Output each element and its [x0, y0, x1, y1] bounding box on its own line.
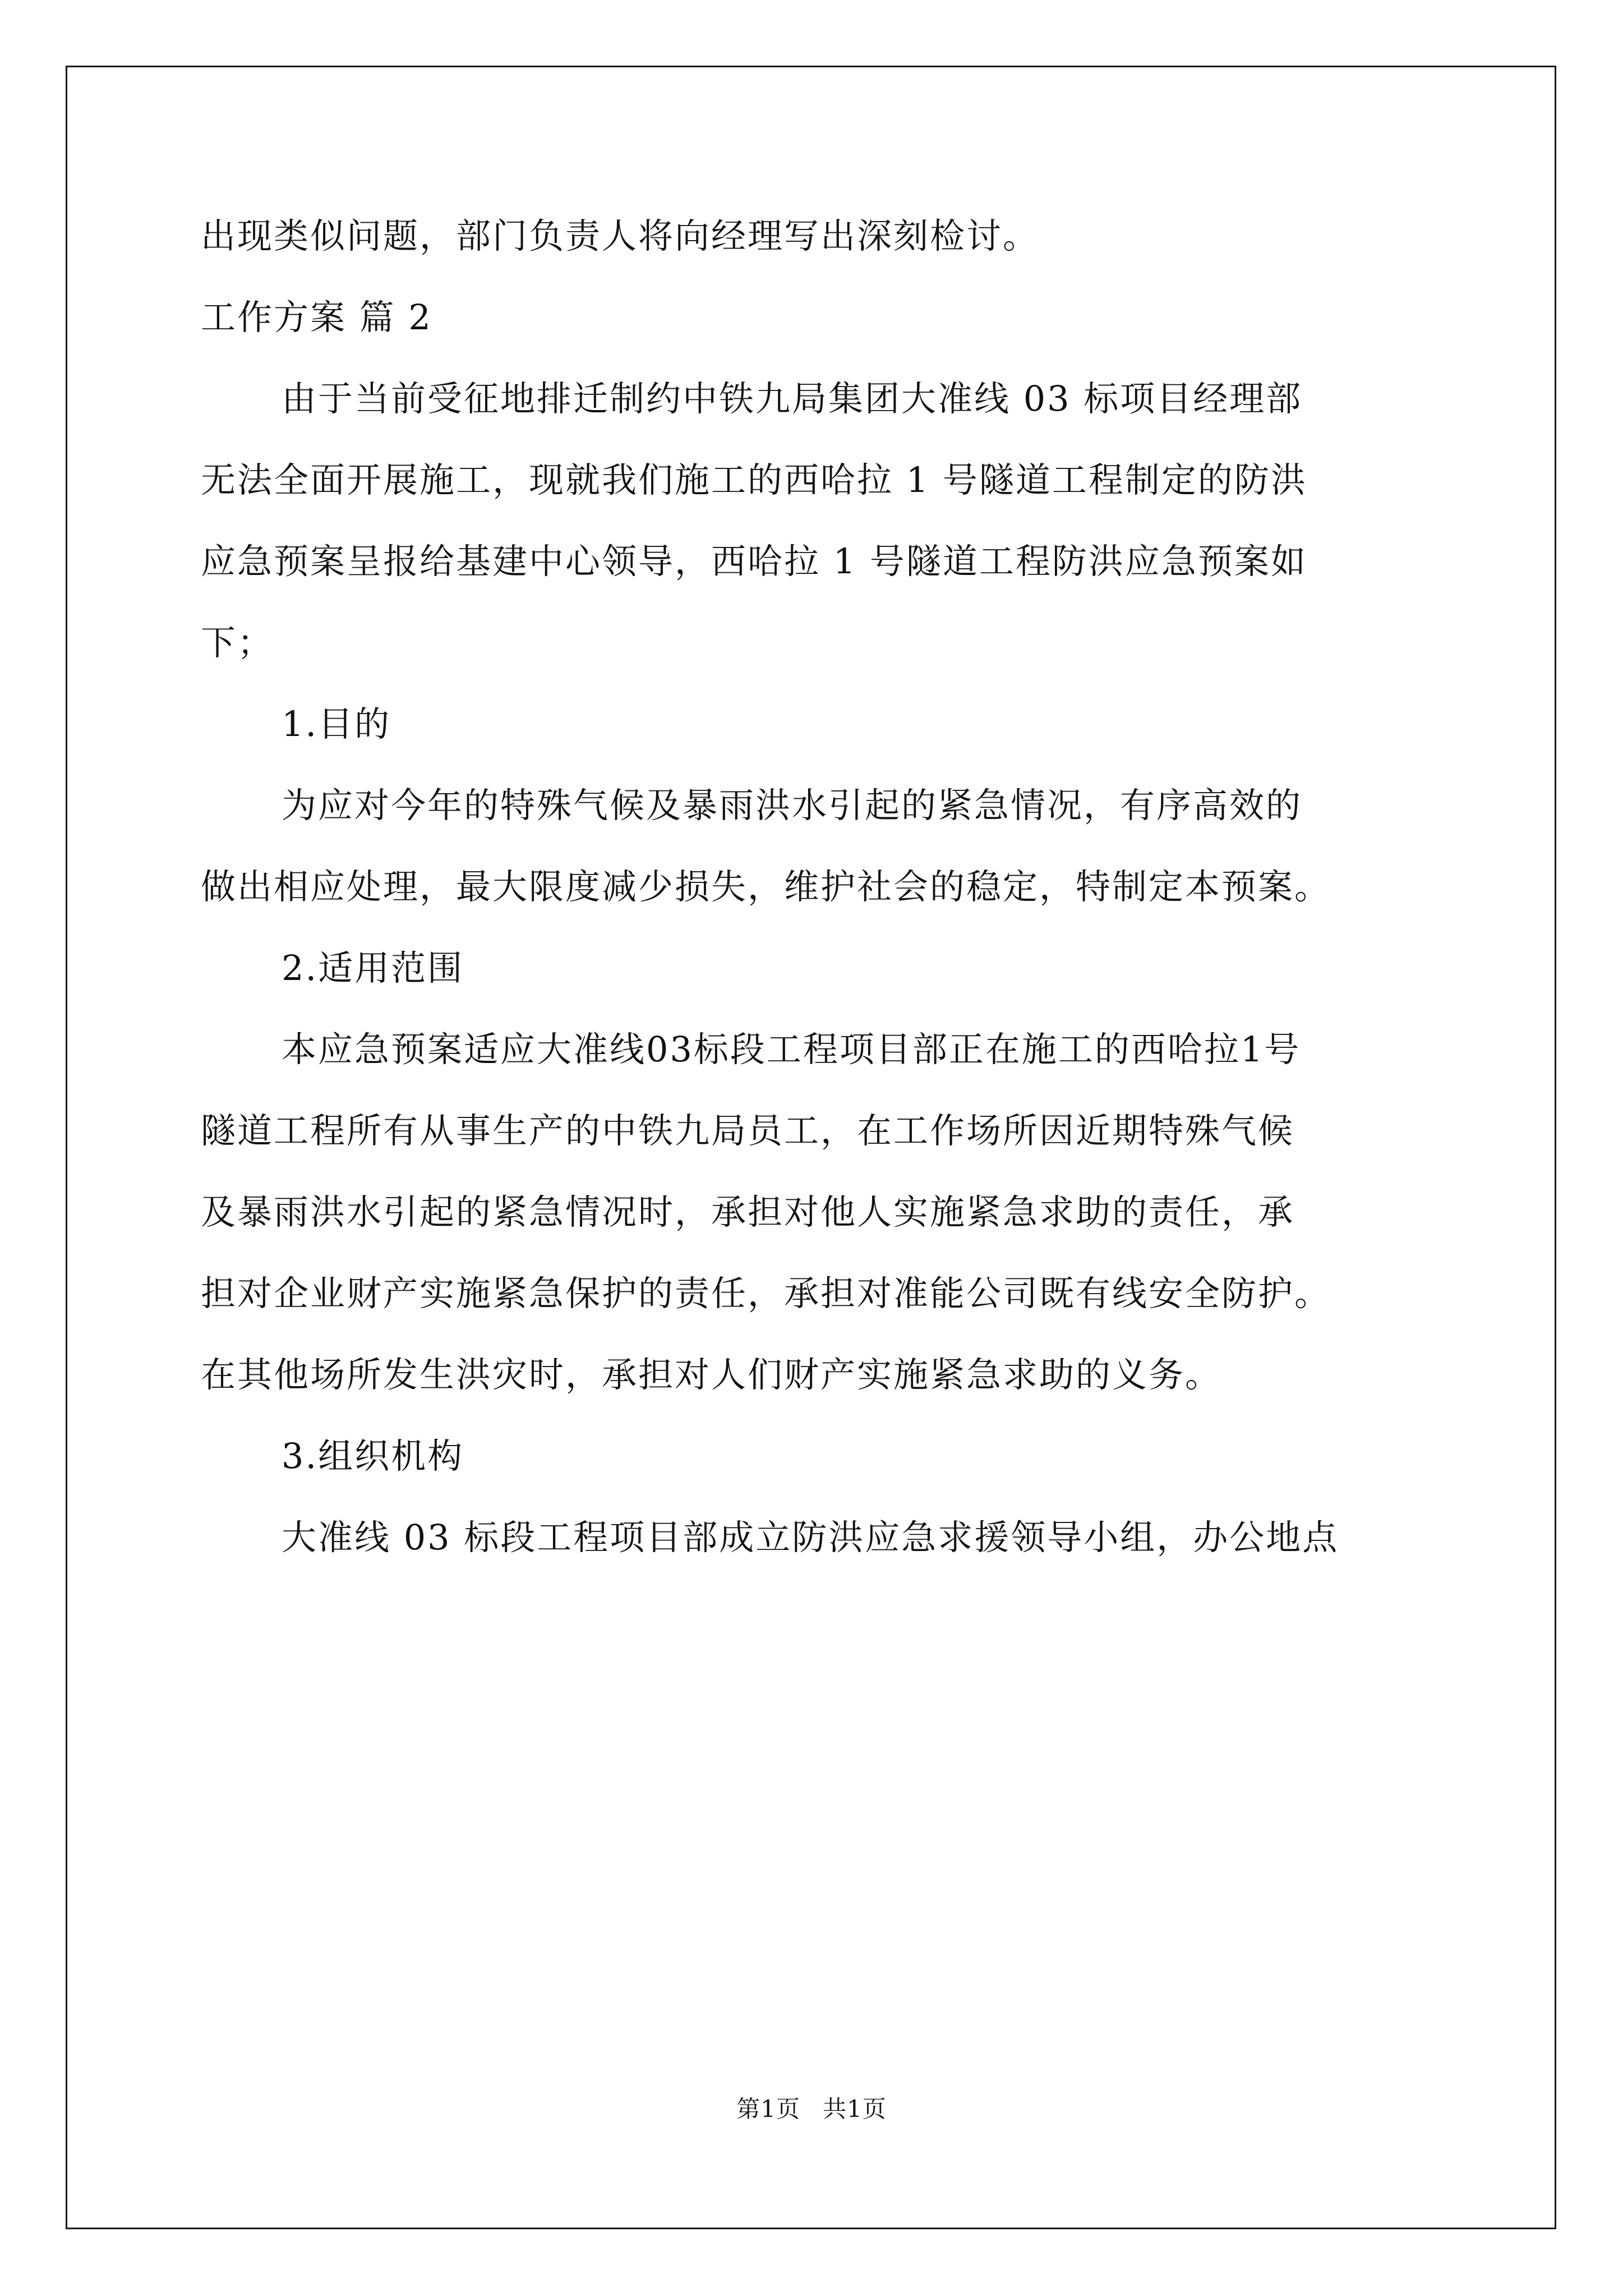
subheading-scope: 2.适用范围	[282, 947, 464, 988]
page-total: 共1页	[823, 2095, 887, 2123]
page-footer	[0, 2095, 1623, 2123]
section-heading: 工作方案 篇 2	[201, 297, 432, 338]
body-line-11: 本应急预案适应大准线03标段工程项目部正在施工的西哈拉1号	[282, 1029, 1301, 1070]
body-line-8: 为应对今年的特殊气候及暴雨洪水引起的紧急情况，有序高效的	[282, 785, 1303, 826]
body-line-1: 出现类似问题，部门负责人将向经理写出深刻检讨。	[201, 215, 1040, 256]
body-line-17: 大准线 03 标段工程项目部成立防洪应急求援领导小组，办公地点	[282, 1517, 1339, 1558]
body-line-6: 下；	[201, 622, 274, 663]
body-line-15: 在其他场所发生洪灾时，承担对人们财产实施紧急求助的义务。	[201, 1354, 1222, 1395]
subheading-purpose: 1.目的	[282, 703, 391, 744]
page-number: 第1页	[736, 2095, 800, 2123]
subheading-organization: 3.组织机构	[282, 1435, 464, 1476]
body-line-3: 由于当前受征地排迁制约中铁九局集团大准线 03 标项目经理部	[282, 378, 1303, 419]
body-line-5: 应急预案呈报给基建中心领导，西哈拉 1 号隧道工程防洪应急预案如	[201, 541, 1307, 582]
body-line-14: 担对企业财产实施紧急保护的责任，承担对准能公司既有线安全防护。	[201, 1273, 1331, 1314]
body-line-12: 隧道工程所有从事生产的中铁九局员工，在工作场所因近期特殊气候	[201, 1110, 1295, 1151]
body-line-13: 及暴雨洪水引起的紧急情况时，承担对他人实施紧急求助的责任，承	[201, 1191, 1295, 1232]
body-line-9: 做出相应处理，最大限度减少损失，维护社会的稳定，特制定本预案。	[201, 866, 1331, 907]
body-line-4: 无法全面开展施工，现就我们施工的西哈拉 1 号隧道工程制定的防洪	[201, 459, 1307, 500]
